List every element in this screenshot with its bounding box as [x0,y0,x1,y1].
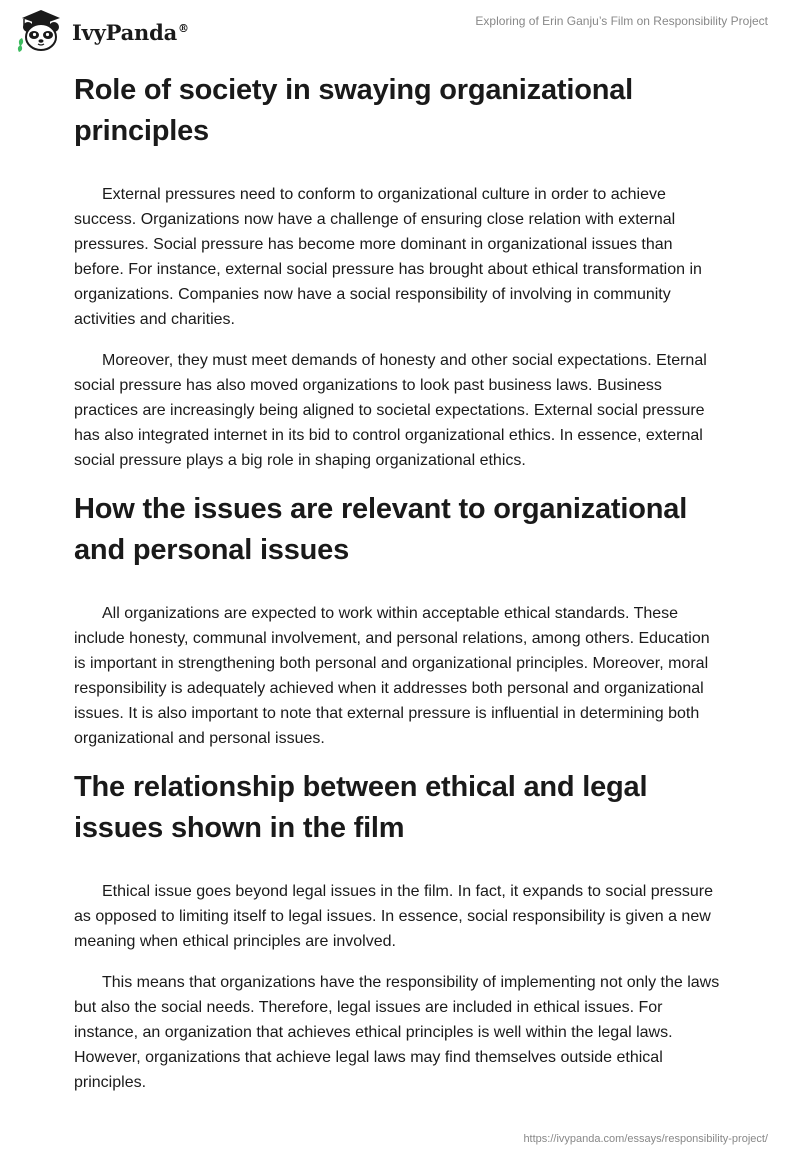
document-title: Exploring of Erin Ganju’s Film on Responsibility Project [475,14,768,28]
page-header [0,0,800,60]
section-heading: How the issues are relevant to organizational and personal issues [74,493,688,566]
paragraph: This means that organizations have the responsibility of implementing not only the laws but also the social needs. Therefore, legal issues are included in ethical issues. For instance, an organization that achieves ethical principles is well within the legal laws. However, organizations that achieve legal laws may find themselves outside ethical principles. [74,974,720,1091]
paragraph: All organizations are expected to work within acceptable ethical standards. These include honesty, communal involvement, and personal relations, among others. Education is important in strengthening both personal and organizational principles. Moreover, moral responsibility is adequately achieved when it addresses both personal and organizational issues. It is also important to note that external pressure is influential in determining both organizational and personal issues. [74,605,710,747]
paragraph: Moreover, they must meet demands of honesty and other social expectations. Eternal social pressure has also moved organizations to look past business laws. Business practices are increasingly being aligned to societal expectations. External social pressure has also integrated internet in its bid to control organizational ethics. In essence, external social pressure plays a big role in shaping organizational ethics. [74,352,707,469]
brand-name: IvyPanda® [72,19,189,45]
paragraph: External pressures need to conform to organizational culture in order to achieve success. Organizations now have a challenge of ensuring close relation with external pressures. Social pressure has become more dominant in organizational issues than before. For instance, external social pressure has brought about ethical transformation in organizations. Companies now have a social responsibility of involving in community activities and charities. [74,186,702,328]
section-ethical-legal [74,767,724,1095]
section-heading: The relationship between ethical and legal issues shown in the film [74,771,648,844]
section-relevance [74,489,724,751]
paragraph: Ethical issue goes beyond legal issues in the film. In fact, it expands to social pressure as opposed to limiting itself to legal issues. In essence, social responsibility is given a new meaning when ethical principles are involved. [74,883,713,950]
source-url[interactable]: https://ivypanda.com/essays/responsibility-project/ [523,1133,768,1145]
ivypanda-logo[interactable] [16,8,189,54]
section-society-role [74,70,724,473]
panda-logo-icon [16,8,66,54]
essay-content [74,70,724,1111]
section-heading: Role of society in swaying organizational principles [74,74,634,147]
